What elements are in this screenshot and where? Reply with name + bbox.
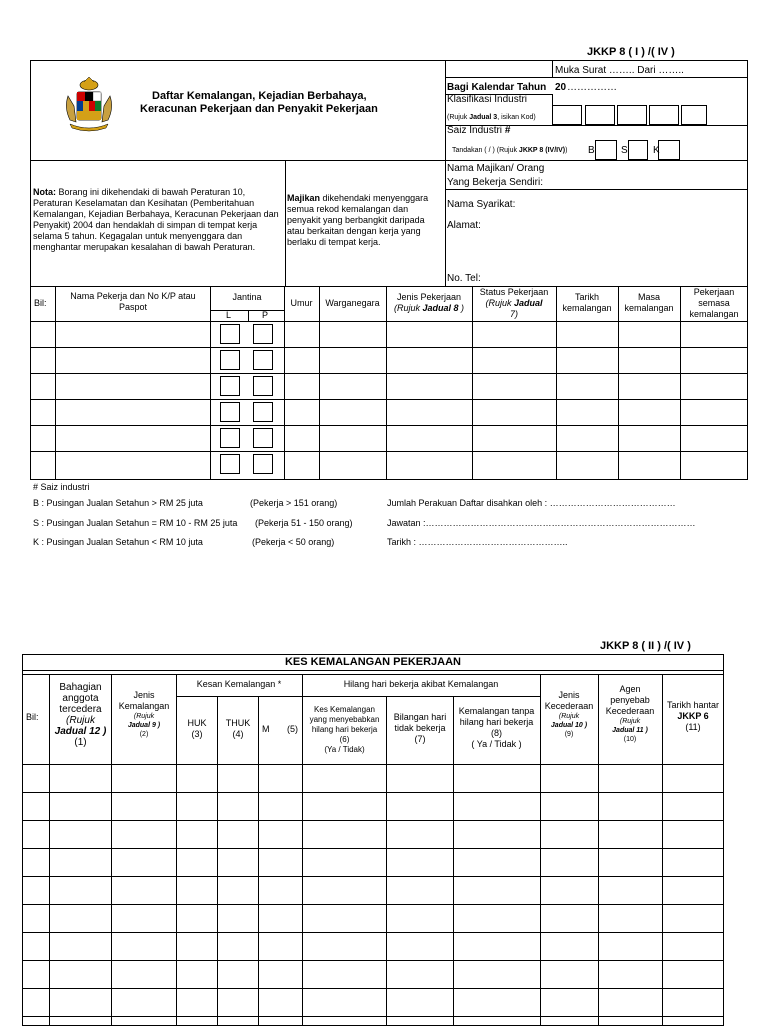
col-l: L: [226, 310, 232, 320]
form1-code: JKKP 8 ( I ) /( IV ): [587, 46, 675, 58]
jantina-p-checkbox[interactable]: [253, 350, 273, 370]
jantina-l-checkbox[interactable]: [220, 376, 240, 396]
col-jenis-pekerjaan: Jenis Pekerjaan (Rujuk Jadual 8 ): [393, 292, 465, 313]
nama-majikan-label: Nama Majikan/ Orang: [447, 163, 545, 174]
legend-k-pekerja: (Pekerja < 50 orang): [252, 537, 335, 547]
muka-surat: Muka Surat …….. Dari ……..: [555, 65, 684, 76]
legend-k: K : Pusingan Jualan Setahun < RM 10 juta: [33, 537, 203, 547]
col-nama-pekerja: Nama Pekerja dan No K/P atau Paspot: [70, 291, 196, 312]
legend-s-pekerja: (Pekerja 51 - 150 orang): [255, 518, 353, 528]
nama-majikan-label-2: Yang Bekerja Sendiri:: [447, 177, 543, 188]
tarikh-field[interactable]: Tarikh : …………………………………………..: [387, 537, 568, 547]
col-umur: Umur: [290, 298, 313, 308]
col-kes-hilang-hari: Kes Kemalangan yang menyebabkan hilang hari bekerja (6) (Ya / Tidak): [309, 705, 380, 754]
size-s-label: S: [621, 145, 628, 156]
jantina-l-checkbox[interactable]: [220, 428, 240, 448]
rujuk-jadual3: (Rujuk Jadual 3, isikan Kod): [447, 114, 536, 121]
kod-box-5[interactable]: [681, 105, 707, 125]
nama-syarikat-label: Nama Syarikat:: [447, 199, 516, 210]
col-m-num: (5): [287, 724, 298, 734]
size-k-label: K: [653, 145, 660, 156]
legend-title: # Saiz industri: [33, 482, 90, 492]
jantina-p-checkbox[interactable]: [253, 454, 273, 474]
col-bahagian-anggota: Bahagian anggota tercedera (Rujuk Jadual 12 ) (1): [54, 682, 107, 748]
jumlah-perakuan-field[interactable]: Jumlah Perakuan Daftar disahkan oleh : ……………………………………: [387, 498, 676, 508]
tandakan: Tandakan ( / ) (Rujuk JKKP 8 (IV/IV)): [452, 147, 568, 154]
alamat-label: Alamat:: [447, 220, 481, 231]
kod-box-2[interactable]: [585, 105, 615, 125]
col-p: P: [262, 310, 269, 320]
col-kesan-kemalangan: Kesan Kemalangan *: [196, 679, 282, 689]
kod-box-4[interactable]: [649, 105, 679, 125]
col-masa-kemalangan: Masa kemalangan: [624, 292, 674, 313]
size-s-box[interactable]: [628, 140, 648, 160]
form2-title: KES KEMALANGAN PEKERJAAN: [284, 656, 462, 668]
no-tel-label: No. Tel:: [447, 273, 481, 284]
majikan-text: Majikan dikehendaki menyenggara semua rekod kemalangan dan penyakit yang berbangkit daripada atau berkaitan dengan kerja yang berlaku di tempat kerja.: [287, 193, 429, 247]
col-m: M: [262, 724, 270, 734]
form2-code: JKKP 8 ( II ) /( IV ): [600, 640, 691, 652]
klasifikasi-industri: Klasifikasi Industri: [447, 94, 528, 105]
col-pekerjaan-semasa: Pekerjaan semasa kemalangan: [689, 287, 739, 319]
col-hilang-hari: Hilang hari bekerja akibat Kemalangan: [343, 679, 499, 689]
col-bilangan-hari: Bilangan hari tidak bekerja (7): [393, 712, 447, 744]
saiz-industri: Saiz Industri #: [447, 125, 511, 136]
jantina-p-checkbox[interactable]: [253, 324, 273, 344]
jantina-p-checkbox[interactable]: [253, 402, 273, 422]
jantina-l-checkbox[interactable]: [220, 402, 240, 422]
form1-title-line1: Daftar Kemalangan, Kejadian Berbahaya,: [152, 90, 367, 102]
legend-s: S : Pusingan Jualan Setahun = RM 10 - RM 25 juta: [33, 518, 238, 528]
jawatan-field[interactable]: Jawatan :………………………………………………………………………………: [387, 518, 696, 528]
tahun-field[interactable]: ……………: [567, 82, 617, 93]
form1-title-line2: Keracunan Pekerjaan dan Penyakit Pekerjaan: [140, 103, 378, 115]
bagi-kalendar-tahun: Bagi Kalendar Tahun: [447, 82, 547, 93]
col-bil: Bil:: [34, 298, 47, 308]
tahun-prefix: 20: [555, 82, 567, 93]
col-jenis-kemalangan: Jenis Kemalangan (Rujuk Jadual 9 ) (2): [118, 690, 170, 738]
col-warganegara: Warganegara: [325, 298, 380, 308]
size-b-box[interactable]: [595, 140, 617, 160]
col-tanpa-hilang-hari: Kemalangan tanpa hilang hari bekerja (8) ( Ya / Tidak ): [458, 706, 535, 749]
kod-box-3[interactable]: [617, 105, 647, 125]
jantina-l-checkbox[interactable]: [220, 454, 240, 474]
kod-box-1[interactable]: [552, 105, 582, 125]
coat-of-arms-logo: [60, 76, 118, 132]
col-thuk: THUK (4): [225, 718, 251, 739]
legend-b-pekerja: (Pekerja > 151 orang): [250, 498, 338, 508]
col-tarikh-kemalangan: Tarikh kemalangan: [562, 292, 612, 313]
size-b-label: B: [588, 145, 595, 156]
col-huk: HUK (3): [187, 718, 207, 739]
jantina-l-checkbox[interactable]: [220, 350, 240, 370]
nota-text: Nota: Borang ini dikehendaki di bawah Peraturan 10, Peraturan Keselamatan dan Kesihatan (Pemberitahuan Kemalangan, Kejadian Berbahaya, Keracunan Pekerjaan dan Penyakit) 2004 dan hendaklah di simpan di tempat kerja selama 5 tahun. Kegagalan untuk menyenggara dan menghantar merupakan kesalahan di bawah Peraturan.: [33, 187, 279, 252]
col-jantina: Jantina: [232, 292, 262, 302]
col-jenis-kecederaan: Jenis Kecederaan (Rujuk Jadual 10 ) (9): [544, 690, 594, 738]
legend-b: B : Pusingan Jualan Setahun > RM 25 juta: [33, 498, 203, 508]
jantina-l-checkbox[interactable]: [220, 324, 240, 344]
jantina-p-checkbox[interactable]: [253, 428, 273, 448]
jantina-p-checkbox[interactable]: [253, 376, 273, 396]
col-bil-2: Bil:: [26, 712, 39, 722]
col-agen-penyebab: Agen penyebab Kecederaan (Rujuk Jadual 11 ) (10): [605, 684, 655, 743]
col-status-pekerjaan: Status Pekerjaan (Rujuk Jadual 7): [479, 287, 549, 319]
col-tarikh-hantar: Tarikh hantar JKKP 6 (11): [666, 700, 720, 732]
size-k-box[interactable]: [658, 140, 680, 160]
